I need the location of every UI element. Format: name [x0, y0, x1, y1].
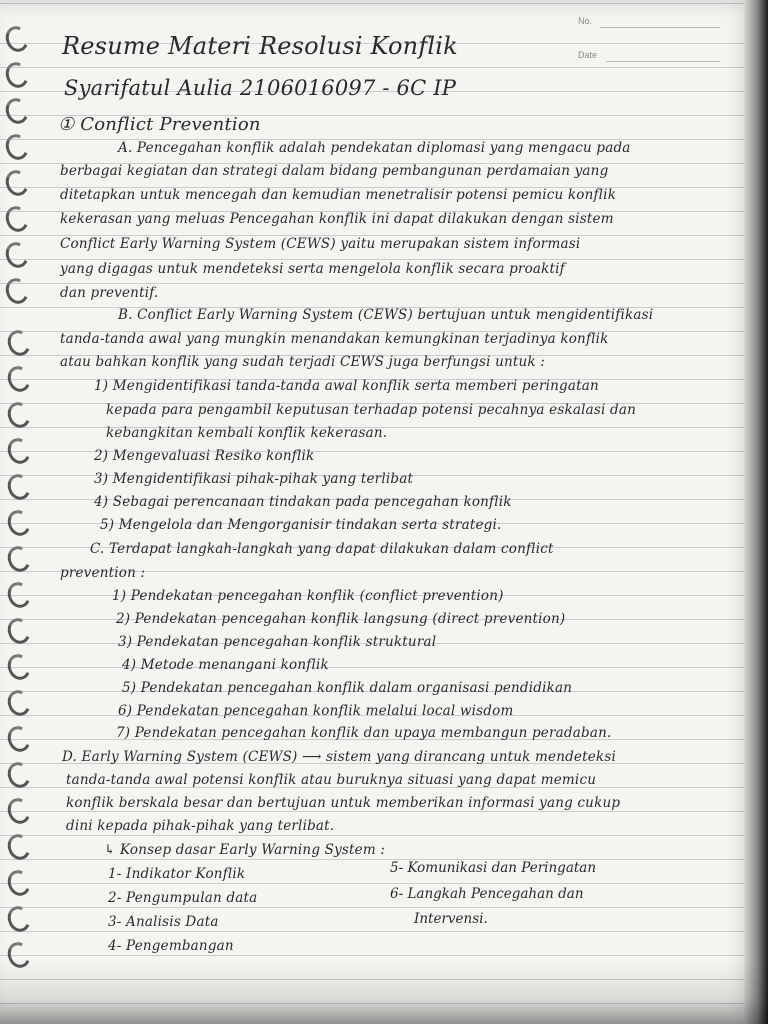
binding-hole: [4, 543, 34, 575]
no-label: No.: [578, 16, 593, 26]
binding-hole: [4, 507, 34, 539]
body-line: kepada para pengambil keputusan terhadap potensi pecahnya eskalasi dan: [106, 402, 636, 418]
body-line: 4) Metode menangani konflik: [122, 657, 329, 673]
date-label: Date: [578, 50, 598, 60]
binding-hole: [2, 203, 32, 235]
body-line: 7) Pendekatan pencegahan konflik dan upaya membangun peradaban.: [116, 725, 612, 741]
binding-hole: [4, 651, 34, 683]
body-line: berbagai kegiatan dan strategi dalam bidang pembangunan perdamaian yang: [60, 163, 609, 179]
author-line: Syarifatul Aulia 2106016097 - 6C IP: [64, 76, 457, 100]
binding-hole: [4, 867, 34, 899]
binding-hole: [4, 687, 34, 719]
binding-hole: [4, 831, 34, 863]
body-line: tanda-tanda awal potensi konflik atau buruknya situasi yang dapat memicu: [66, 772, 597, 788]
body-line: 3) Mengidentifikasi pihak-pihak yang terlibat: [94, 471, 414, 487]
body-line: tanda-tanda awal yang mungkin menandakan kemungkinan terjadinya konflik: [60, 331, 609, 347]
list-item-right: Intervensi.: [414, 911, 488, 927]
body-line: dini kepada pihak-pihak yang terlibat.: [66, 818, 335, 834]
binding-hole: [2, 59, 32, 91]
body-line: 3- Analisis Data: [108, 914, 219, 930]
binding-hole: [2, 167, 32, 199]
date-underline: [606, 61, 720, 62]
page-shadow: [0, 960, 768, 1024]
binding-hole: [4, 435, 34, 467]
binding-hole: [4, 579, 34, 611]
binding-hole: [4, 795, 34, 827]
body-line: 1) Mengidentifikasi tanda-tanda awal konflik serta memberi peringatan: [94, 378, 599, 394]
body-line: 1) Pendekatan pencegahan konflik (conflict prevention): [112, 588, 504, 604]
binding-hole: [2, 239, 32, 271]
body-line: konflik berskala besar dan bertujuan untuk memberikan informasi yang cukup: [66, 795, 621, 811]
binding-hole: [4, 363, 34, 395]
binding-hole: [4, 723, 34, 755]
body-line: 6) Pendekatan pencegahan konflik melalui local wisdom: [118, 703, 514, 719]
binding-hole: [4, 327, 34, 359]
body-line: dan preventif.: [60, 285, 159, 301]
body-line: 2) Pendekatan pencegahan konflik langsung (direct prevention): [116, 611, 566, 627]
binding-hole: [4, 759, 34, 791]
no-underline: [600, 27, 720, 28]
binding-hole: [2, 23, 32, 55]
body-line: ↳ Konsep dasar Early Warning System :: [104, 842, 386, 858]
body-line: 4) Sebagai perencanaan tindakan pada pencegahan konflik: [94, 494, 512, 510]
binding-hole: [2, 275, 32, 307]
binding-hole: [4, 903, 34, 935]
body-line: 2) Mengevaluasi Resiko konflik: [94, 448, 315, 464]
binding-hole: [2, 95, 32, 127]
body-line: atau bahkan konflik yang sudah terjadi CEWS juga berfungsi untuk :: [60, 354, 546, 370]
section-heading: ① Conflict Prevention: [58, 114, 261, 135]
body-line: A. Pencegahan konflik adalah pendekatan diplomasi yang mengacu pada: [118, 140, 631, 156]
binding-hole: [2, 131, 32, 163]
body-line: ditetapkan untuk mencegah dan kemudian menetralisir potensi pemicu konflik: [60, 187, 617, 203]
body-line: 4- Pengembangan: [108, 938, 234, 954]
page-edge: [744, 0, 768, 1024]
body-line: 5) Pendekatan pencegahan konflik dalam organisasi pendidikan: [122, 680, 573, 696]
list-item-right: 5- Komunikasi dan Peringatan: [390, 860, 597, 876]
body-line: B. Conflict Early Warning System (CEWS) bertujuan untuk mengidentifikasi: [118, 307, 654, 323]
body-line: kekerasan yang meluas Pencegahan konflik ini dapat dilakukan dengan sistem: [60, 211, 614, 227]
list-item-right: 6- Langkah Pencegahan dan: [390, 886, 584, 902]
body-line: 1- Indikator Konflik: [108, 866, 246, 882]
body-line: yang digagas untuk mendeteksi serta mengelola konflik secara proaktif: [60, 261, 565, 277]
body-line: kebangkitan kembali konflik kekerasan.: [106, 425, 388, 441]
body-line: 5) Mengelola dan Mengorganisir tindakan serta strategi.: [100, 517, 502, 533]
binding-hole: [4, 471, 34, 503]
body-line: 2- Pengumpulan data: [108, 890, 258, 906]
binding-hole: [4, 399, 34, 431]
body-line: C. Terdapat langkah-langkah yang dapat dilakukan dalam conflict: [90, 541, 554, 557]
body-line: prevention :: [60, 565, 146, 581]
body-line: 3) Pendekatan pencegahan konflik struktural: [118, 634, 437, 650]
page-title: Resume Materi Resolusi Konflik: [62, 32, 458, 60]
spiral-binding: [0, 0, 56, 1024]
binding-hole: [4, 615, 34, 647]
body-line: Conflict Early Warning System (CEWS) yaitu merupakan sistem informasi: [60, 236, 581, 252]
body-line: D. Early Warning System (CEWS) ⟶ sistem yang dirancang untuk mendeteksi: [62, 749, 616, 765]
